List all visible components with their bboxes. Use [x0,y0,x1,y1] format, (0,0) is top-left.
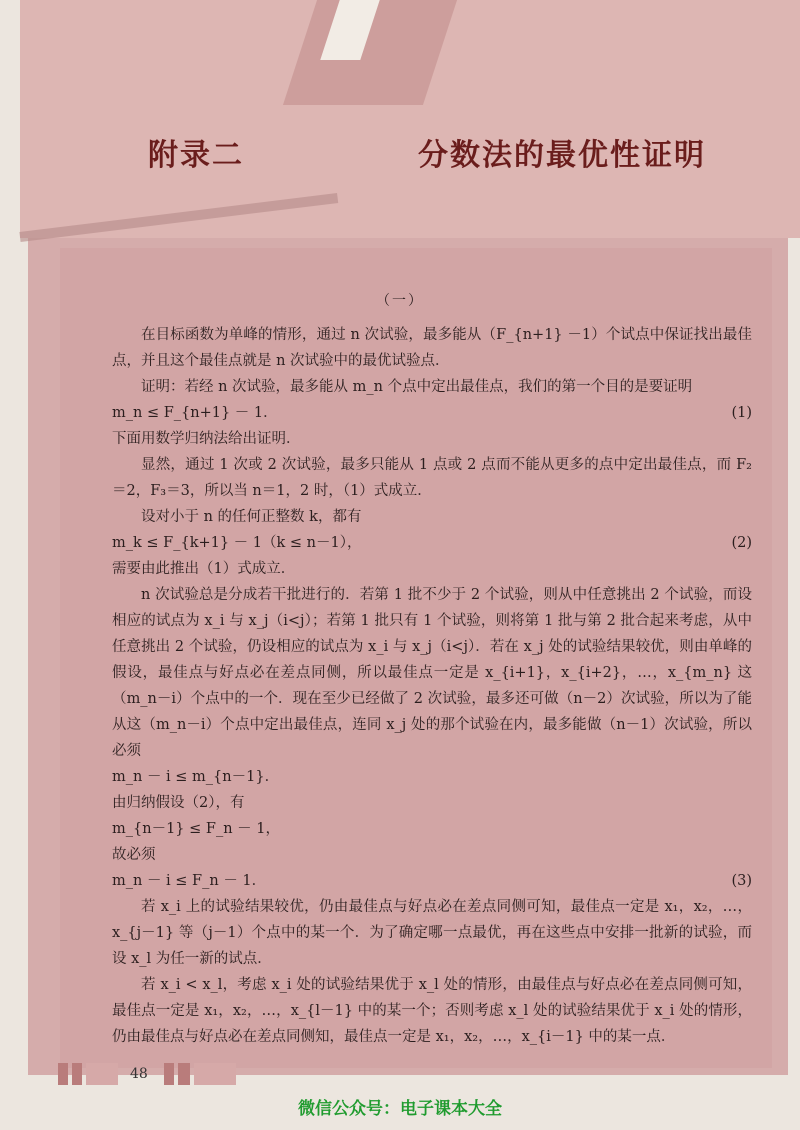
equation-number: (1) [731,405,752,421]
equation-text: m_n － i ≤ m_{n－1}． [112,769,280,785]
paragraph: 若 x_i 上的试验结果较优，仍由最佳点与好点必在差点同侧可知，最佳点一定是 x₁，x₂，…，x_{j－1} 等（j－1）个点中的某一个．为了确定哪一点最优，再在这些点中安排一批新的试验，而设 x_l 为任一新的试点． [112,899,752,967]
equation-text: m_{n－1} ≤ F_n － 1， [112,821,280,837]
paragraph: 下面用数学归纳法给出证明． [112,431,301,447]
equation [112,816,752,842]
paragraph: 故必须 [112,847,156,863]
page-title: 分数法的最优性证明 [418,138,706,173]
paragraph: 显然，通过 1 次或 2 次试验，最多只能从 1 点或 2 点而不能从更多的点中定出最佳点，而 F₂＝2，F₃＝3，所以当 n＝1，2 时，（1）式成立． [112,457,752,499]
paragraph: 证明：若经 n 次试验，最多能从 m_n 个点中定出最佳点，我们的第一个目的是要证明 [141,379,693,395]
page-number: 48 [130,1066,148,1082]
paragraph: 若 x_i < x_l，考虑 x_i 处的试验结果优于 x_l 处的情形，由最佳点与好点必在差点同侧可知，最佳点一定是 x₁，x₂，…，x_{l－1} 中的某一个；否则考虑 x_l 处的试验结果优于 x_i 处的情形，仍由最佳点与好点必在差点同侧知，最佳点一定是 x₁，x₂，…，x_{i－1} 中的某一点． [112,977,752,1045]
equation-text: m_n － i ≤ F_n － 1． [112,873,267,889]
paragraph: 需要由此推出（1）式成立． [112,561,296,577]
appendix-label: 附录二 [148,138,244,173]
wechat-watermark: 微信公众号：电子课本大全 [298,1099,502,1119]
paragraph: 设对小于 n 的任何正整数 k，都有 [141,509,362,525]
body-text [112,322,752,1050]
paragraph: n 次试验总是分成若干批进行的．若第 1 批不少于 2 个试验，则从中任意挑出 2 个试验，而设相应的试点为 x_i 与 x_j（i<j）；若第 1 批只有 1 个试验，则将第 1 批与第 2 批合起来考虑，从中任意挑出 2 个试验，仍设相应的试点为 x_i 与 x_j（i<j）．若在 x_j 处的试验结果较优，则由单峰的假设，最佳点与好点必在差点同侧，所以最佳点一定是 x_{i+1}，x_{i+2}，…，x_{m_n} 这（m_n－i）个点中的一个．现在至少已经做了 2 次试验，最多还可做（n－2）次试验，所以为了能从这（m_n－i）个点中定出最佳点，连同 x_j 处的那个试验在内，最多能做（n－1）次试验，所以必须 [112,587,752,759]
equation-number: (2) [731,535,752,551]
equation [112,400,752,426]
section-heading: （一） [376,293,424,309]
equation-number: (3) [731,873,752,889]
paragraph: 由归纳假设（2），有 [112,795,245,811]
equation-text: m_n ≤ F_{n+1} － 1． [112,405,278,421]
equation [112,764,752,790]
equation [112,530,752,556]
paragraph: 在目标函数为单峰的情形，通过 n 次试验，最多能从（F_{n+1} －1）个试点中保证找出最佳点，并且这个最佳点就是 n 次试验中的最优试验点． [112,327,752,369]
equation-text: m_k ≤ F_{k+1} － 1（k ≤ n－1）， [112,535,362,551]
equation [112,868,752,894]
